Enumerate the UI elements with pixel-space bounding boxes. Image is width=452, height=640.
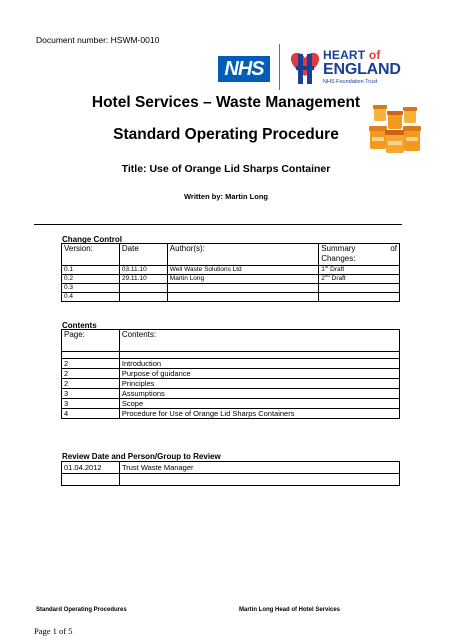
contents-header: Contents: (119, 330, 399, 352)
cell-summary (319, 293, 400, 302)
footer-left: Standard Operating Procedures (36, 607, 127, 613)
cell-date (119, 284, 167, 293)
table-row: 3 Scope (62, 399, 400, 409)
trust-logo-text (323, 49, 401, 86)
trust-logo-line3: NHS Foundation Trust (323, 79, 378, 85)
change-control-table (61, 243, 400, 302)
table-row: 4 Procedure for Use of Orange Lid Sharps Containers (62, 409, 400, 419)
footer-right: Martin Long Head of Hotel Services (239, 607, 341, 613)
nhs-logo: NHS (218, 56, 270, 82)
cell-summary: 2nd Draft (319, 275, 400, 284)
document-number: Document number: HSWM-0010 (36, 35, 160, 45)
trust-logo-line2: ENGLAND (323, 61, 401, 78)
cell-date: 03.11.10 (119, 266, 167, 275)
summary-header: Summary of Changes: (319, 244, 400, 266)
cell-version: 0.4 (62, 293, 120, 302)
cell-summary: 1st Draft (319, 266, 400, 275)
cell-author (167, 284, 318, 293)
contents-heading: Contents (62, 321, 97, 330)
page-number: Page 1 of 5 (34, 626, 73, 636)
table-row: 3 Assumptions (62, 389, 400, 399)
heart-of-england-logo-icon (288, 48, 322, 86)
date-header: Date (119, 244, 167, 266)
table-row (62, 474, 400, 486)
sharps-containers-image (368, 103, 422, 157)
table-header-row (62, 330, 400, 352)
table-row (62, 275, 400, 284)
cell-author: Martin Long (167, 275, 318, 284)
table-row (62, 284, 400, 293)
cell-date: 29.11.10 (119, 275, 167, 284)
page-header: Page: (62, 330, 120, 352)
change-control-heading: Change Control (62, 235, 122, 244)
contents-table (61, 329, 400, 419)
cell-date (119, 293, 167, 302)
cell-version: 0.2 (62, 275, 120, 284)
table-row (62, 352, 400, 359)
review-date: 01.04.2012 (62, 462, 120, 474)
version-header: Version: (62, 244, 120, 266)
trust-logo-line1: HEART (323, 48, 366, 62)
table-row: 2 Purpose of guidance (62, 369, 400, 379)
author-header: Author(s): (167, 244, 318, 266)
author-line: Written by: Martin Long (183, 192, 269, 201)
horizontal-rule (34, 224, 402, 225)
cell-version: 0.3 (62, 284, 120, 293)
table-header-row (62, 244, 400, 266)
cell-author (167, 293, 318, 302)
review-person: Trust Waste Manager (119, 462, 399, 474)
cell-version: 0.1 (62, 266, 120, 275)
table-row (62, 266, 400, 275)
table-row (62, 462, 400, 474)
cell-author: Well Waste Solutions Ltd (167, 266, 318, 275)
document-title: Title: Use of Orange Lid Sharps Container (121, 163, 331, 175)
logo-divider (279, 44, 280, 90)
review-heading: Review Date and Person/Group to Review (62, 452, 221, 461)
cell-summary (319, 284, 400, 293)
trust-logo-of: of (368, 48, 381, 62)
table-row: 2 Principles (62, 379, 400, 389)
main-title: Hotel Services – Waste Management (91, 94, 361, 111)
review-table (61, 461, 400, 486)
table-row (62, 293, 400, 302)
sub-title: Standard Operating Procedure (113, 126, 339, 143)
table-row: 2 Introduction (62, 359, 400, 369)
